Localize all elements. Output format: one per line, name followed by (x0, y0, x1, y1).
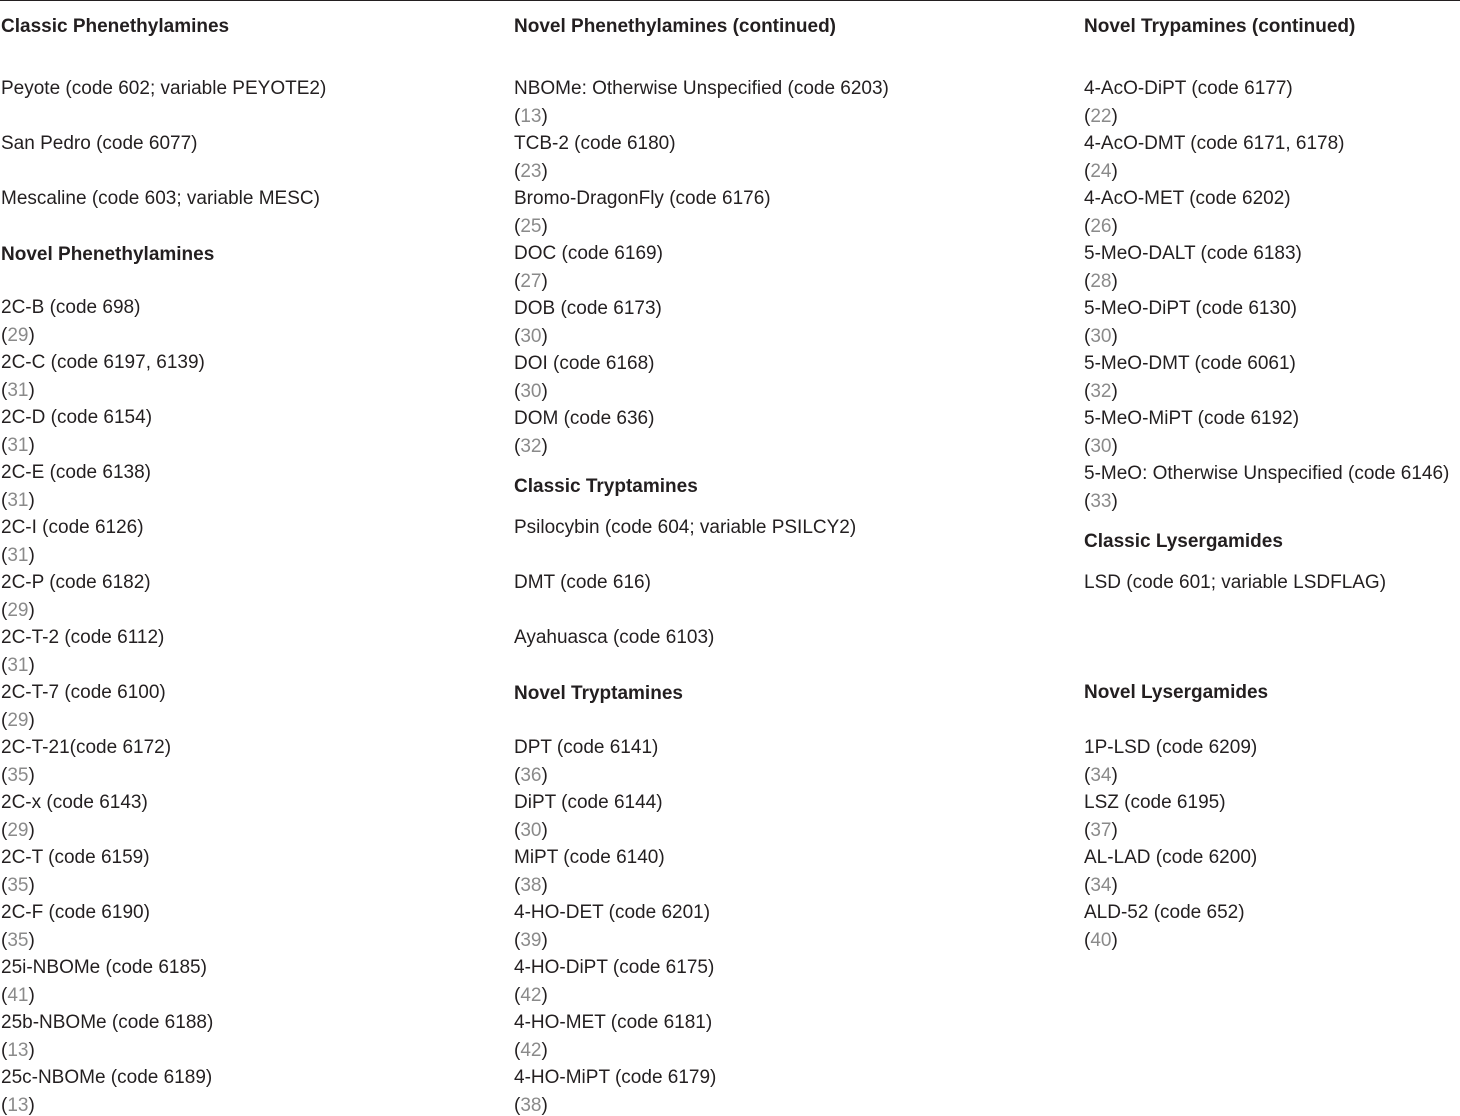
substance-entry: 5-MeO-DMT (code 6061) (1084, 353, 1296, 374)
reference-number[interactable]: 23 (520, 161, 542, 182)
reference-citation[interactable]: (13) (1, 1095, 35, 1116)
reference-citation[interactable]: (22) (1084, 106, 1118, 127)
reference-number[interactable]: 42 (520, 1040, 542, 1061)
substance-entry: 5-MeO: Otherwise Unspecified (code 6146) (1084, 463, 1450, 484)
substance-entry: DOI (code 6168) (514, 353, 655, 374)
substance-entry: Ayahuasca (code 6103) (514, 627, 715, 648)
reference-citation[interactable]: (29) (1, 325, 35, 346)
reference-citation[interactable]: (40) (1084, 930, 1118, 951)
reference-number[interactable]: 33 (1090, 491, 1112, 512)
reference-citation[interactable]: (38) (514, 875, 548, 896)
reference-citation[interactable]: (42) (514, 1040, 548, 1061)
reference-citation[interactable]: (26) (1084, 216, 1118, 237)
reference-citation[interactable]: (24) (1084, 161, 1118, 182)
reference-number[interactable]: 35 (7, 930, 29, 951)
reference-number[interactable]: 26 (1090, 216, 1112, 237)
substance-entry: 4-AcO-MET (code 6202) (1084, 188, 1291, 209)
reference-citation[interactable]: (39) (514, 930, 548, 951)
reference-citation[interactable]: (37) (1084, 820, 1118, 841)
reference-number[interactable]: 32 (1090, 381, 1112, 402)
substance-entry: 2C-T-7 (code 6100) (1, 682, 166, 703)
reference-number[interactable]: 25 (520, 216, 542, 237)
substance-entry: NBOMe: Otherwise Unspecified (code 6203) (514, 78, 889, 99)
reference-number[interactable]: 22 (1090, 106, 1112, 127)
reference-number[interactable]: 34 (1090, 765, 1112, 786)
reference-number[interactable]: 37 (1090, 820, 1112, 841)
reference-citation[interactable]: (31) (1, 380, 35, 401)
reference-number[interactable]: 30 (1090, 326, 1112, 347)
reference-number[interactable]: 28 (1090, 271, 1112, 292)
reference-number[interactable]: 30 (520, 326, 542, 347)
substance-entry: 4-HO-MET (code 6181) (514, 1012, 713, 1033)
substance-entry: 4-HO-DET (code 6201) (514, 902, 711, 923)
reference-citation[interactable]: (30) (1084, 436, 1118, 457)
substance-entry: AL-LAD (code 6200) (1084, 847, 1258, 868)
substance-entry: MiPT (code 6140) (514, 847, 665, 868)
reference-citation[interactable]: (29) (1, 820, 35, 841)
substance-entry: ALD-52 (code 652) (1084, 902, 1245, 923)
reference-number[interactable]: 27 (520, 271, 542, 292)
reference-number[interactable]: 29 (7, 325, 29, 346)
substance-entry: 2C-T-21(code 6172) (1, 737, 172, 758)
reference-citation[interactable]: (42) (514, 985, 548, 1006)
reference-citation[interactable]: (35) (1, 765, 35, 786)
reference-citation[interactable]: (30) (514, 820, 548, 841)
substance-entry: 25i-NBOMe (code 6185) (1, 957, 207, 978)
reference-citation[interactable]: (35) (1, 875, 35, 896)
substance-entry: DOB (code 6173) (514, 298, 662, 319)
section-heading: Classic Lysergamides (1084, 531, 1283, 552)
substance-entry: 2C-E (code 6138) (1, 462, 151, 483)
reference-number[interactable]: 29 (7, 820, 29, 841)
substance-entry: Mescaline (code 603; variable MESC) (1, 188, 320, 209)
section-heading: Novel Phenethylamines (continued) (514, 16, 836, 37)
substance-entry: 2C-I (code 6126) (1, 517, 144, 538)
reference-number[interactable]: 29 (7, 710, 29, 731)
reference-citation[interactable]: (13) (1, 1040, 35, 1061)
substance-entry: 2C-x (code 6143) (1, 792, 148, 813)
substance-entry: 4-AcO-DMT (code 6171, 6178) (1084, 133, 1345, 154)
substance-entry: DOM (code 636) (514, 408, 655, 429)
reference-citation[interactable]: (31) (1, 435, 35, 456)
section-heading: Novel Lysergamides (1084, 682, 1269, 703)
substance-entry: DOC (code 6169) (514, 243, 663, 264)
reference-number[interactable]: 30 (520, 820, 542, 841)
section-heading: Novel Phenethylamines (1, 244, 215, 265)
substance-entry: DiPT (code 6144) (514, 792, 663, 813)
reference-citation[interactable]: (31) (1, 545, 35, 566)
substance-entry: 2C-D (code 6154) (1, 407, 153, 428)
reference-citation[interactable]: (30) (1084, 326, 1118, 347)
reference-number[interactable]: 32 (520, 436, 542, 457)
section-heading: Novel Tryptamines (514, 683, 683, 704)
reference-citation[interactable]: (33) (1084, 491, 1118, 512)
reference-number[interactable]: 38 (520, 875, 542, 896)
substance-entry: 5-MeO-MiPT (code 6192) (1084, 408, 1300, 429)
reference-number[interactable]: 35 (7, 765, 29, 786)
reference-number[interactable]: 41 (7, 985, 29, 1006)
reference-citation[interactable]: (31) (1, 655, 35, 676)
reference-number[interactable]: 35 (7, 875, 29, 896)
reference-number[interactable]: 31 (7, 545, 29, 566)
reference-citation[interactable]: (25) (514, 216, 548, 237)
substance-entry: TCB-2 (code 6180) (514, 133, 676, 154)
reference-citation[interactable]: (35) (1, 930, 35, 951)
reference-citation[interactable]: (38) (514, 1095, 548, 1116)
reference-citation[interactable]: (13) (514, 106, 548, 127)
reference-number[interactable]: 42 (520, 985, 542, 1006)
reference-citation[interactable]: (36) (514, 765, 548, 786)
reference-number[interactable]: 40 (1090, 930, 1112, 951)
substance-entry: 2C-F (code 6190) (1, 902, 150, 923)
substance-entry: 25c-NBOMe (code 6189) (1, 1067, 213, 1088)
substance-entry: San Pedro (code 6077) (1, 133, 198, 154)
reference-number[interactable]: 31 (7, 435, 29, 456)
substance-entry: 2C-C (code 6197, 6139) (1, 352, 205, 373)
substance-entry: Bromo-DragonFly (code 6176) (514, 188, 771, 209)
substance-entry: 2C-B (code 698) (1, 297, 141, 318)
substance-entry: 2C-T-2 (code 6112) (1, 627, 165, 648)
top-rule (0, 0, 1460, 1)
reference-citation[interactable]: (30) (514, 381, 548, 402)
reference-number[interactable]: 36 (520, 765, 542, 786)
reference-number[interactable]: 30 (1090, 436, 1112, 457)
substance-entry: 25b-NBOMe (code 6188) (1, 1012, 214, 1033)
reference-citation[interactable]: (34) (1084, 875, 1118, 896)
reference-number[interactable]: 31 (7, 490, 29, 511)
section-heading: Classic Tryptamines (514, 476, 698, 497)
reference-number[interactable]: 30 (520, 381, 542, 402)
reference-number[interactable]: 13 (7, 1040, 29, 1061)
reference-number[interactable]: 39 (520, 930, 542, 951)
substance-entry: DPT (code 6141) (514, 737, 659, 758)
substance-entry: LSD (code 601; variable LSDFLAG) (1084, 572, 1387, 593)
substance-entry: Peyote (code 602; variable PEYOTE2) (1, 78, 327, 99)
reference-citation[interactable]: (29) (1, 710, 35, 731)
substance-entry: 2C-P (code 6182) (1, 572, 151, 593)
substance-entry: Psilocybin (code 604; variable PSILCY2) (514, 517, 857, 538)
reference-citation[interactable]: (29) (1, 600, 35, 621)
reference-number[interactable]: 31 (7, 655, 29, 676)
substance-entry: 5-MeO-DiPT (code 6130) (1084, 298, 1297, 319)
reference-number[interactable]: 13 (7, 1095, 29, 1116)
substance-entry: 5-MeO-DALT (code 6183) (1084, 243, 1302, 264)
reference-number[interactable]: 24 (1090, 161, 1112, 182)
substance-entry: DMT (code 616) (514, 572, 651, 593)
reference-citation[interactable]: (23) (514, 161, 548, 182)
reference-number[interactable]: 29 (7, 600, 29, 621)
reference-citation[interactable]: (32) (1084, 381, 1118, 402)
reference-citation[interactable]: (41) (1, 985, 35, 1006)
substance-entry: 4-HO-DiPT (code 6175) (514, 957, 715, 978)
reference-citation[interactable]: (28) (1084, 271, 1118, 292)
substance-entry: 2C-T (code 6159) (1, 847, 150, 868)
reference-number[interactable]: 13 (520, 106, 542, 127)
reference-number[interactable]: 31 (7, 380, 29, 401)
section-heading: Classic Phenethylamines (1, 16, 230, 37)
reference-number[interactable]: 34 (1090, 875, 1112, 896)
reference-citation[interactable]: (31) (1, 490, 35, 511)
substance-entry: LSZ (code 6195) (1084, 792, 1226, 813)
substance-entry: 4-AcO-DiPT (code 6177) (1084, 78, 1293, 99)
reference-citation[interactable]: (34) (1084, 765, 1118, 786)
section-heading: Novel Trypamines (continued) (1084, 16, 1356, 37)
reference-citation[interactable]: (32) (514, 436, 548, 457)
substance-entry: 1P-LSD (code 6209) (1084, 737, 1258, 758)
substance-entry: 4-HO-MiPT (code 6179) (514, 1067, 717, 1088)
reference-number[interactable]: 38 (520, 1095, 542, 1116)
reference-citation[interactable]: (27) (514, 271, 548, 292)
reference-citation[interactable]: (30) (514, 326, 548, 347)
